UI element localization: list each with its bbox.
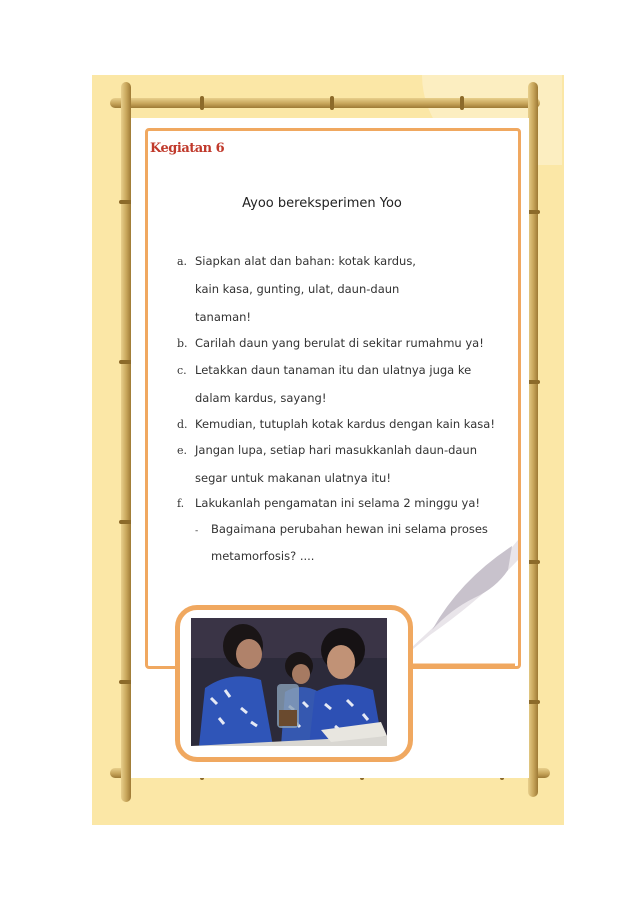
step-c xyxy=(177,363,471,378)
step-b xyxy=(177,336,484,351)
step-marker: a. xyxy=(177,255,188,268)
step-marker: c. xyxy=(177,364,187,377)
step-text: Lakukanlah pengamatan ini selama 2 minggu ya! xyxy=(195,496,481,510)
bamboo-right xyxy=(528,82,538,797)
step-text: kain kasa, gunting, ulat, daun-daun xyxy=(195,282,400,296)
step-text: Siapkan alat dan bahan: kotak kardus, xyxy=(195,254,416,268)
step-a xyxy=(177,254,416,269)
step-marker: f. xyxy=(177,497,185,510)
step-marker: e. xyxy=(177,444,188,457)
step-f xyxy=(177,496,480,511)
step-text: Letakkan daun tanaman itu dan ulatnya juga ke xyxy=(195,363,472,377)
step-text: Jangan lupa, setiap hari masukkanlah daun-daun xyxy=(195,443,478,457)
step-marker: b. xyxy=(177,337,188,350)
step-text: dalam kardus, sayang! xyxy=(195,391,327,405)
question-item xyxy=(195,522,488,536)
page-title: Ayoo bereksperimen Yoo xyxy=(242,196,402,211)
question-bullet: - xyxy=(195,526,199,536)
step-text: segar untuk makanan ulatnya itu! xyxy=(195,471,391,485)
question-text: Bagaimana perubahan hewan ini selama proses xyxy=(211,522,488,536)
activity-label: Kegiatan 6 xyxy=(150,141,225,156)
students-photo xyxy=(191,618,387,746)
bamboo-left xyxy=(121,82,131,802)
step-text: tanaman! xyxy=(195,310,252,324)
step-e xyxy=(177,443,477,458)
step-marker: d. xyxy=(177,418,188,431)
question-text: metamorfosis? .... xyxy=(211,549,315,563)
bamboo-top xyxy=(110,98,540,108)
step-d xyxy=(177,417,495,432)
step-text: Kemudian, tutuplah kotak kardus dengan kain kasa! xyxy=(195,417,495,431)
step-text: Carilah daun yang berulat di sekitar rumahmu ya! xyxy=(195,336,484,350)
